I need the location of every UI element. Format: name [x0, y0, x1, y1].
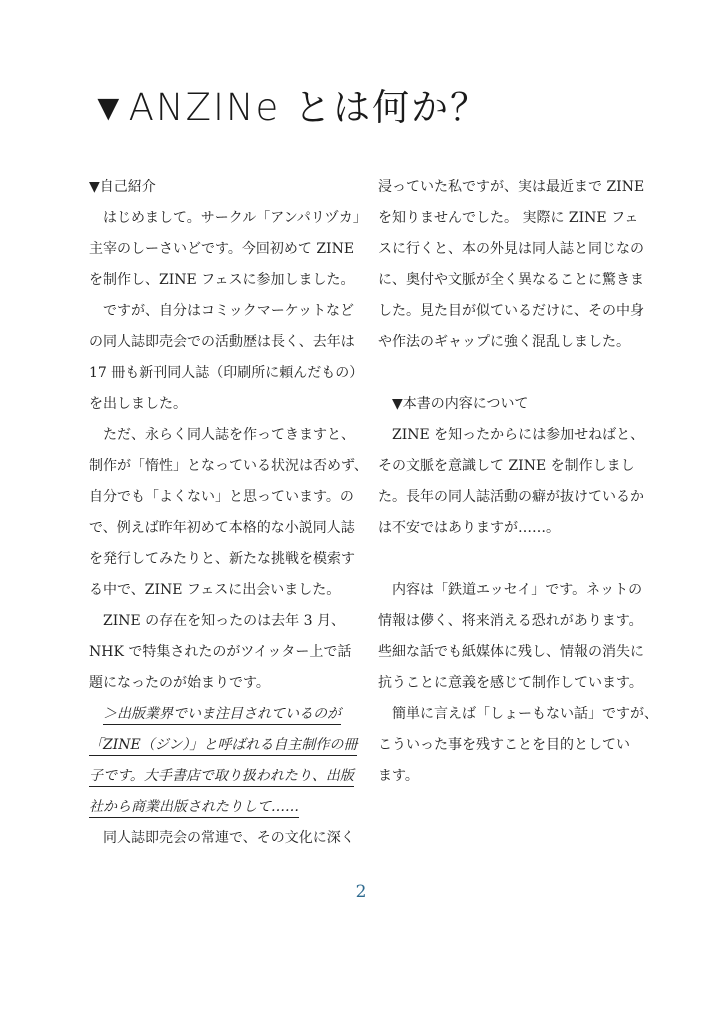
body-line: ZINE の存在を知ったのは去年 3 月、: [103, 613, 345, 629]
body-line: 内容は「鉄道エッセイ」です。ネットの: [392, 582, 643, 598]
body-line: 些細な話でも紙媒体に残し、情報の消失に: [378, 644, 644, 660]
body-line: や作法のギャップに強く混乱しました。: [378, 334, 630, 350]
body-line: を制作し、ZINE フェスに参加しました。: [89, 272, 355, 288]
quote-line: [89, 761, 354, 792]
page-title: ▼ANZINe とは何か？: [90, 86, 490, 129]
body-line: を発行してみたりと、新たな挑戦を模索す: [89, 551, 355, 567]
body-line: ただ、永らく同人誌を作ってきますと、: [103, 427, 355, 443]
quote-line: [89, 699, 351, 730]
body-line: 簡単に言えば「しょーもない話」ですが、: [392, 706, 658, 722]
body-line: した。見た目が似ているだけに、その中身: [378, 303, 644, 319]
body-line: はじめまして。サークル「アンパリヅカ」: [103, 210, 367, 226]
body-line: 浸っていた私ですが、実は最近まで ZINE: [378, 179, 645, 195]
body-line: ます。: [378, 768, 419, 784]
body-line: 抗うことに意義を感じて制作しています。: [378, 675, 643, 691]
quote-text: 「ZINE（ジン）」と呼ばれる自主制作の冊: [89, 737, 357, 756]
body-line: ですが、自分はコミックマーケットなど: [103, 303, 355, 319]
right-column: [378, 172, 658, 792]
body-line: で、例えば昨年初めて本格的な小説同人誌: [89, 520, 355, 536]
body-line: 制作が「惰性」となっている状況は否めず、: [89, 458, 368, 474]
body-line: は不安ではありますが……。: [378, 520, 560, 536]
body-line: た。長年の同人誌活動の癖が抜けているか: [378, 489, 644, 505]
quote-text: 子です。大手書店で取り扱われたり、出版: [89, 768, 354, 787]
body-line: ZINE を知ったからには参加せねばと、: [392, 427, 645, 443]
body-line: NHK で特集されたのがツイッター上で話: [89, 644, 352, 660]
body-line: こういった事を残すことを目的としてい: [378, 737, 630, 753]
body-line: を出しました。: [89, 396, 187, 412]
blank-line: [378, 544, 640, 575]
body-line: スに行くと、本の外見は同人誌と同じなの: [378, 241, 644, 257]
body-line: 17 冊も新刊同人誌（印刷所に頼んだもの）: [89, 365, 364, 381]
body-line: に、奥付や文脈が全く異なることに驚きま: [378, 272, 644, 288]
quote-line: [89, 730, 358, 761]
blank-line: [378, 358, 640, 389]
body-line: 主宰のしーさいどです。今回初めて ZINE: [89, 241, 355, 257]
quote-text: ＞出版業界でいま注目されているのが: [103, 706, 341, 725]
body-line: の同人誌即売会での活動歴は長く、去年は: [89, 334, 355, 350]
body-line: を知りませんでした。 実際に ZINE フェ: [378, 210, 639, 226]
body-line: 題になったのが始まりです。: [89, 675, 270, 691]
quote-line: [89, 792, 351, 823]
body-line: 情報は儚く、将来消える恐れがあります。: [378, 613, 643, 629]
page-number: 2: [355, 882, 367, 902]
left-column: [89, 172, 368, 854]
quote-text: 社から商業出版されたりして……: [89, 799, 299, 818]
body-line: 同人誌即売会の常連で、その文化に深く: [103, 830, 355, 846]
section-heading-contents: ▼本書の内容について: [392, 396, 529, 412]
body-line: る中で、ZINE フェスに出会いました。: [89, 582, 341, 598]
body-line: 自分でも「よくない」と思っています。の: [89, 489, 354, 505]
section-heading-intro: ▼自己紹介: [89, 179, 156, 195]
body-line: その文脈を意識して ZINE を制作しまし: [378, 458, 635, 474]
